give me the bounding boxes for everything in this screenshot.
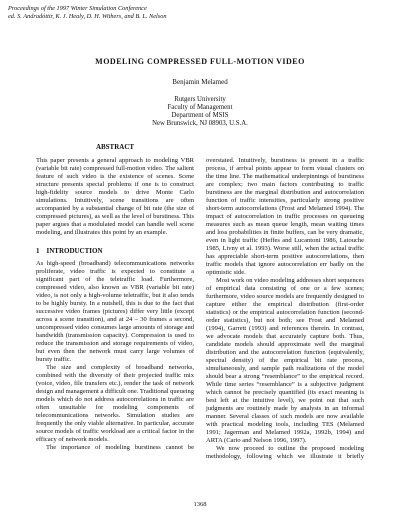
section-title: INTRODUCTION [46,247,103,255]
section-number: 1 [36,247,40,255]
body-paragraph: The importance of modeling burstiness cannot be [46,444,194,451]
proceedings-editors: ed. S. Andradóttir, K. J. Healy, D. H. Withers, and B. L. Nelson [8,13,167,20]
body-paragraph: We now proceed to outline the proposed modeling methodology, following which we illustrate it briefly [206,445,364,460]
proceedings-title: Proceedings of the 1997 Winter Simulation Conference [8,5,147,12]
paper-title: MODELING COMPRESSED FULL-MOTION VIDEO [95,57,305,66]
left-column [36,143,194,452]
affiliation-department: Department of MSIS [171,112,229,119]
author-affiliation [0,96,400,128]
proceedings-header [8,5,167,21]
right-column [206,157,364,461]
affiliation-address: New Brunswick, NJ 08903, U.S.A. [152,120,248,127]
affiliation-university: Rutgers University [174,96,226,103]
introduction-heading [36,247,194,256]
abstract-text: This paper presents a general approach to modeling VBR (variable bit rate) compressed full-motion video. The salient feature of such video is the existence of scenes. Scene structure presents special problems if one is to construct high-fidelity source models to drive Monte Carlo simulations. Intuitively, scene transitions are often accompanied by a substantial change of bit rate (the size of compressed pictures), as well as the level of burstiness. This paper argues that a modulated model can handle well scene modeling, and illustrates this point by an example. [36,157,194,236]
abstract-heading: ABSTRACT [95,143,135,151]
body-paragraph: Most work on video modeling addresses short sequences of empirical data consisting of one or a few scenes; furthermore, video source models are frequently designed to capture either the empirical distribution (first-order statistics) or the empirical autocorrelation function (second-order statistics), but not both; see Frost and Melamed (1994), Garrett (1993) and references therein. In contrast, we advocate models that accurately capture both. Thus, candidate models should approximate well the marginal distribution and the autocorrelation function (equivalently, spectral density) of the empirical bit rate process, simultaneously, and sample path realizations of the model should bear a strong “resemblance” to the empirical record. While time series “resemblance” is a subjective judgment which cannot be precisely quantified (its exact meaning is best left at the intuitive level), we point out that such judgments are routinely made by analysts in an informal manner. Several classes of such models are now available with practical modeling tools, including TES (Melamed 1991; Jagerman and Melamed 1992a, 1992b, 1994) and ARTA (Cario and Nelson 1996, 1997). [206,277,364,444]
body-paragraph: As high-speed (broadband) telecommunications networks proliferate, video traffic is expected to constitute a significant part of the teletraffic load. Furthermore, compressed video, also known as VBR (variable bit rate) video, is not only a high-volume teletraffic, but it also tends to be highly bursty. In a nutshell, this is due to the fact that successive video frames (pictures) differ very little (except across a scene transition), and at 24 – 30 frames a second, uncompressed video consumes large amounts of storage and bandwidth (transmission capacity). Compression is used to reduce the transmission and storage requirements of video, but even then the network must carry large volumes of bursty traffic. [36,260,194,363]
affiliation-faculty: Faculty of Management [167,104,233,111]
body-paragraph: overstated. Intuitively, burstiness is present in a traffic process, if arrival points appear to form visual clusters on the time line. The mathematical underpinnings of burstiness are complex; two main factors contributing to traffic burstiness are the marginal distribution and autocorrelation function of traffic intensities, particularly strong positive short-term autocorrelations (Frost and Melamed 1994). The impact of autocorrelation in traffic processes on queueing measures such as mean queue length, mean waiting times and loss probabilities in finite buffers, can be very dramatic, even in light traffic (Heffes and Lucantoni 1986, Latouche 1985, Livny et al. 1993). Worse still, when the actual traffic has appreciable short-term positive autocorrelations, then traffic models that ignore autocorrelation err badly on the optimistic side. [206,157,364,276]
page-number: 1368 [193,501,207,508]
body-paragraph: The size and complexity of broadband networks, combined with the diversity of their projected traffic mix (voice, video, file transfers etc.), render the task of network design and management a difficult one. Traditional queueing models which do not address autocorrelations in traffic are often unsuitable for modeling components of telecommunications networks. Simulation studies are frequently the only viable alternative. In particular, accurate source models of traffic workload are a critical factor in the efficacy of network models. [36,364,195,443]
author-name: Benjamin Melamed [172,78,228,86]
